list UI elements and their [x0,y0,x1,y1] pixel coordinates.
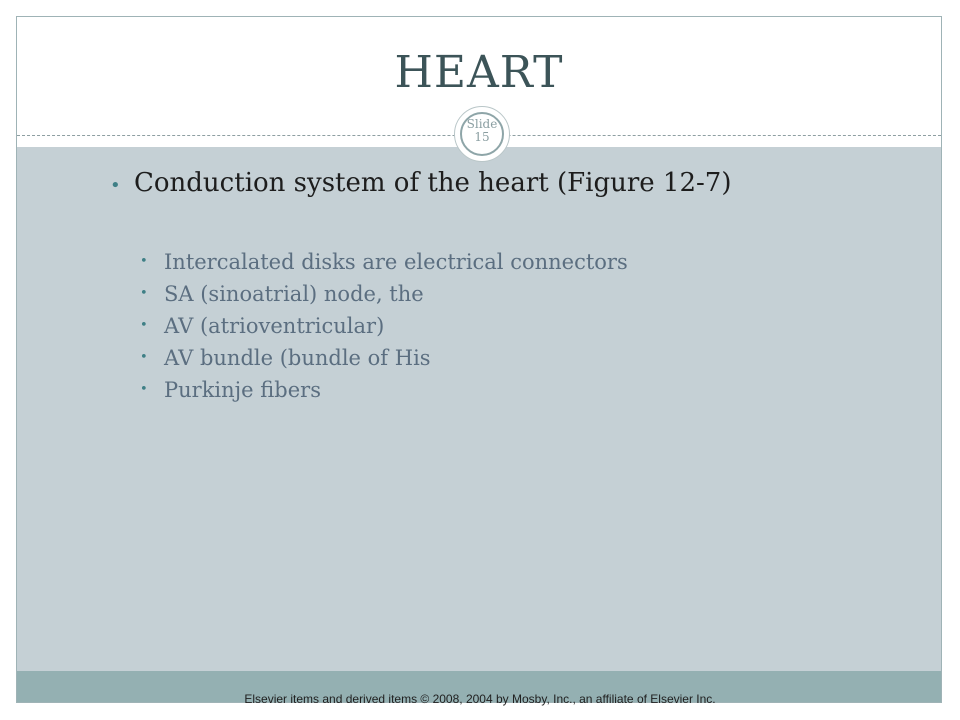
sub-bullet-list [138,246,628,406]
main-bullet [110,168,731,198]
bullet-dot-icon: • [110,175,121,196]
main-bullet-text: Conduction system of the heart (Figure 12-7) [134,168,732,198]
slide-title: HEART [394,47,564,98]
sub-bullet-text: Intercalated disks are electrical connectors [164,250,628,274]
list-item [138,374,628,406]
slide-number-circle [460,112,504,156]
sub-bullet-text: AV bundle (bundle of His [164,346,431,370]
sub-bullet-text: SA (sinoatrial) node, the [164,282,424,306]
sub-bullet-text: Purkinje fibers [164,378,321,402]
list-item [138,246,628,278]
bullet-dot-icon: • [140,254,148,269]
slide-number: 15 [474,130,490,144]
list-item [138,310,628,342]
bullet-dot-icon: • [140,318,148,333]
content-area [17,147,941,671]
list-item [138,278,628,310]
list-item [138,342,628,374]
bullet-dot-icon: • [140,286,148,301]
bullet-dot-icon: • [140,350,148,365]
bullet-dot-icon: • [140,382,148,397]
copyright-footer: Elsevier items and derived items © 2008, 2004 by Mosby, Inc., an affiliate of Elsevier Inc. [244,692,716,706]
slide-number-badge [454,106,510,162]
slide-label: Slide [466,117,498,131]
sub-bullet-text: AV (atrioventricular) [164,314,385,338]
